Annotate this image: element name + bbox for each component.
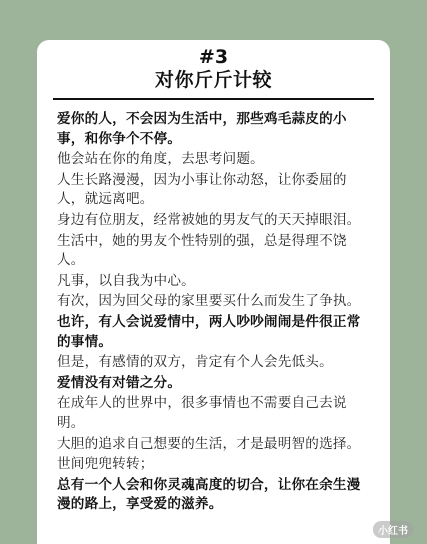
- paragraph: 身边有位朋友，经常被她的男友气的天天掉眼泪。: [57, 211, 361, 228]
- content-card: [37, 40, 390, 544]
- title-divider: [53, 98, 374, 100]
- paragraph: 人生长路漫漫，因为小事让你动怒，让你委屈的人，就远离吧。: [57, 171, 347, 208]
- article-body: [57, 110, 370, 515]
- page-title: 对你斤斤计较: [154, 69, 272, 91]
- paragraph: 凡事，以自我为中心。: [57, 272, 195, 289]
- watermark-logo: 小红书: [373, 521, 413, 538]
- paragraph: 生活中，她的男友个性特别的强，总是得理不饶人。: [57, 232, 347, 269]
- paragraph: 世间兜兜转转；: [57, 456, 154, 473]
- paragraph: 爱你的人，不会因为生活中，那些鸡毛蒜皮的小事，和你争个不停。: [57, 111, 347, 147]
- paragraph: 在成年人的世界中，很多事情也不需要自己去说明。: [57, 395, 347, 431]
- paragraph: 爱情没有对错之分。: [57, 374, 182, 391]
- paragraph: 有次，因为回父母的家里要买什么而发生了争执。: [57, 293, 361, 310]
- heading: [57, 46, 370, 92]
- paragraph: 总有一个人会和你灵魂高度的切合，让你在余生漫漫的路上，享受爱的滋养。: [57, 476, 361, 513]
- paragraph: 大胆的追求自己想要的生活，才是最明智的选择。: [57, 435, 361, 452]
- paragraph: 但是，有感情的双方，肯定有个人会先低头。: [57, 354, 333, 371]
- paragraph: 也许，有人会说爱情中，两人吵吵闹闹是件很正常的事情。: [57, 313, 361, 350]
- paragraph: 他会站在你的角度，去思考问题。: [57, 151, 264, 168]
- section-number: #3: [198, 46, 229, 68]
